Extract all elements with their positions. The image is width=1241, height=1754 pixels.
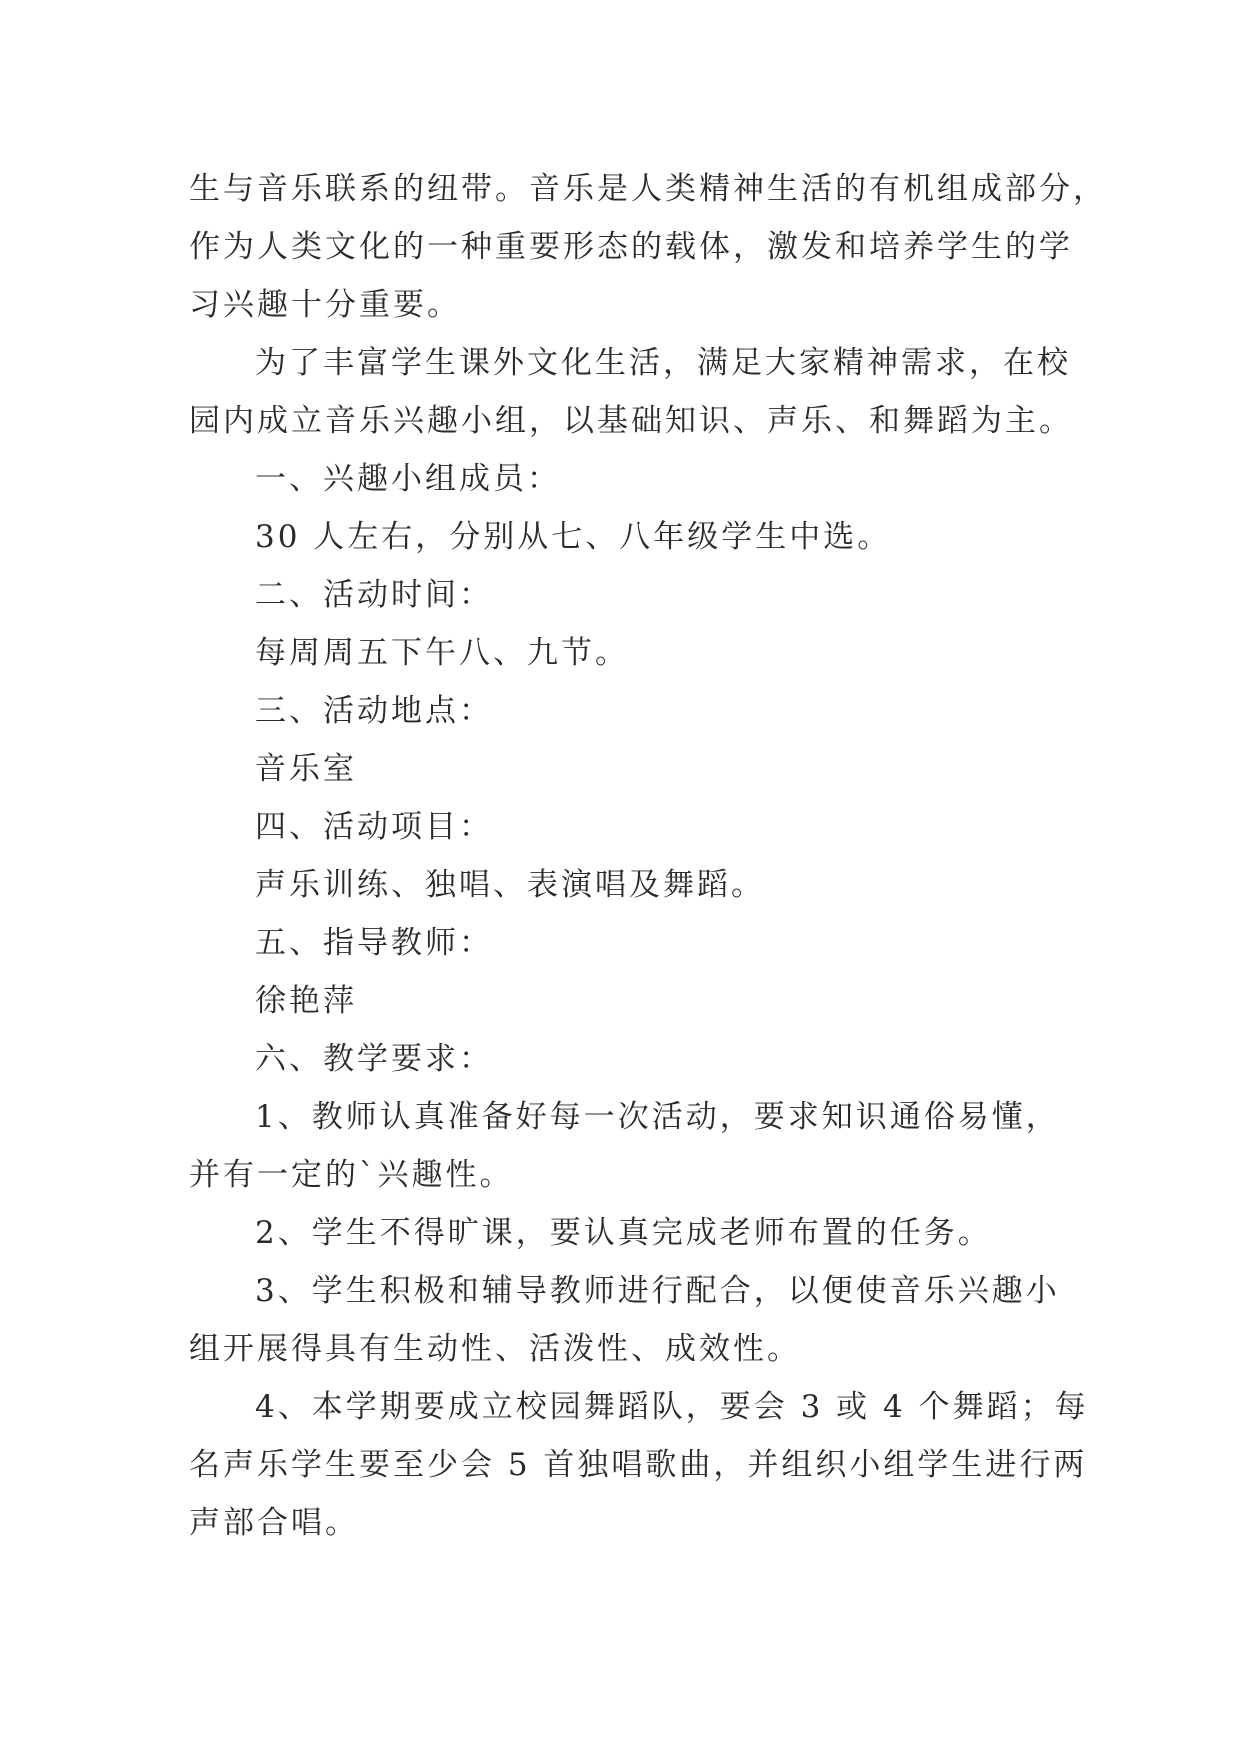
section-body-teacher: 徐艳萍 <box>255 983 357 1019</box>
text-line-continuation-1: 生与音乐联系的纽带。音乐是人类精神生活的有机组成部分， <box>189 171 1107 207</box>
requirement-4-line-1: 4、本学期要成立校园舞蹈队，要会 3 或 4 个舞蹈；每 <box>255 1389 1089 1425</box>
section-heading-teacher: 五、指导教师： <box>255 925 493 961</box>
section-heading-activities: 四、活动项目： <box>255 809 493 845</box>
section-heading-members: 一、兴趣小组成员： <box>255 461 561 497</box>
requirement-1-line-1: 1、教师认真准备好每一次活动，要求知识通俗易懂， <box>255 1099 1060 1135</box>
requirement-3-line-1: 3、学生积极和辅导教师进行配合，以便使音乐兴趣小 <box>255 1273 1060 1309</box>
section-heading-location: 三、活动地点： <box>255 693 493 729</box>
section-heading-time: 二、活动时间： <box>255 577 493 613</box>
section-body-time: 每周周五下午八、九节。 <box>255 635 629 671</box>
requirement-1-line-2: 并有一定的`兴趣性。 <box>189 1157 514 1193</box>
text-line-continuation-3: 习兴趣十分重要。 <box>189 287 461 323</box>
section-body-location: 音乐室 <box>255 751 357 787</box>
section-body-members: 30 人左右，分别从七、八年级学生中选。 <box>255 519 892 555</box>
requirement-4-line-2: 名声乐学生要至少会 5 首独唱歌曲，并组织小组学生进行两 <box>189 1447 1088 1483</box>
document-body <box>189 160 1107 1552</box>
section-heading-requirements: 六、教学要求： <box>255 1041 493 1077</box>
requirement-4-line-3: 声部合唱。 <box>189 1505 359 1541</box>
text-line-continuation-2: 作为人类文化的一种重要形态的载体，激发和培养学生的学 <box>189 229 1073 265</box>
requirement-2: 2、学生不得旷课，要认真完成老师布置的任务。 <box>255 1215 992 1251</box>
section-body-activities: 声乐训练、独唱、表演唱及舞蹈。 <box>255 867 765 903</box>
requirement-3-line-2: 组开展得具有生动性、活泼性、成效性。 <box>189 1331 801 1367</box>
paragraph-purpose-line-1: 为了丰富学生课外文化生活，满足大家精神需求，在校 <box>255 345 1071 381</box>
paragraph-purpose-line-2: 园内成立音乐兴趣小组，以基础知识、声乐、和舞蹈为主。 <box>189 403 1073 439</box>
